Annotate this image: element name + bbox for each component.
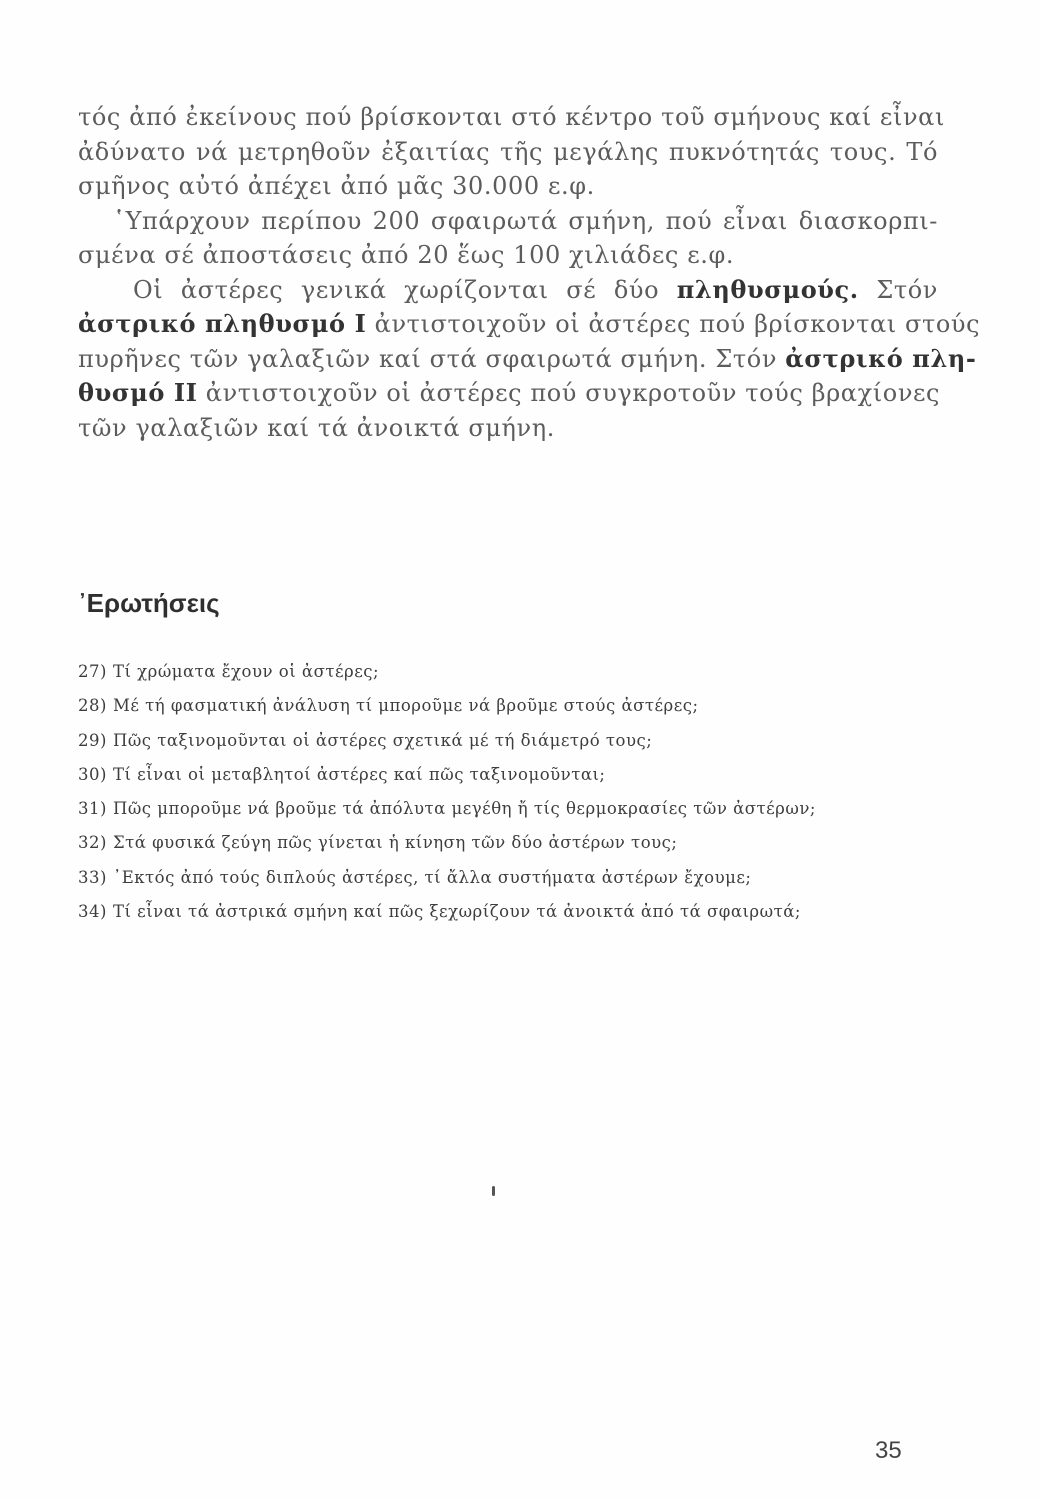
bold-term-population-2-end: θυσμό ΙΙ [78, 378, 198, 407]
text-line: τός ἀπό ἐκείνους πού βρίσκονται στό κέντρο τοῦ σμήνους καί εἶναι [78, 103, 945, 131]
question-number: 29) [78, 730, 107, 750]
text-line: σμένα σέ ἀποστάσεις ἀπό 20 ἕως 100 χιλιάδες ε.φ. [78, 241, 735, 269]
question-item [78, 662, 918, 696]
text-line: ἀδύνατο νά μετρηθοῦν ἐξαιτίας τῆς μεγάλης πυκνότητάς τους. Τό [78, 137, 938, 166]
question-item [78, 868, 918, 902]
question-item [78, 799, 918, 833]
text-segment: ἀντιστοιχοῦν οἱ ἀστέρες πού συγκροτοῦν τούς βραχίονες [197, 379, 941, 407]
text-line: ῾Υπάρχουν περίπου 200 σφαιρωτά σμήνη, πού εἶναι διασκορπι- [113, 206, 938, 235]
bold-term-populations: πληθυσμούς. [676, 274, 859, 304]
section-title: ᾿Ερωτήσεις [78, 588, 220, 618]
question-text: Πῶς μποροῦμε νά βροῦμε τά ἀπόλυτα μεγέθη ἤ τίς θερμοκρασίες τῶν ἀστέρων; [112, 799, 816, 819]
text-line: τῶν γαλαξιῶν καί τά ἀνοικτά σμήνη. [78, 413, 555, 442]
question-number: 27) [78, 662, 107, 681]
text-segment: ἀντιστοιχοῦν οἱ ἀστέρες πού βρίσκονται στούς [366, 310, 981, 338]
question-item [78, 731, 918, 765]
question-number: 28) [78, 696, 107, 716]
question-item [78, 696, 918, 730]
question-text: Στά φυσικά ζεύγη πῶς γίνεται ἡ κίνηση τῶν δύο ἀστέρων τους; [112, 833, 678, 853]
text-line [78, 376, 941, 411]
scan-speck [492, 1186, 495, 1196]
text-line [78, 342, 977, 377]
text-segment: Οἱ ἀστέρες γενικά χωρίζονται σέ δύο [133, 275, 677, 304]
question-item [78, 833, 918, 867]
question-text: Μέ τή φασματική ἀνάλυση τί μποροῦμε νά βροῦμε στούς ἀστέρες; [112, 696, 699, 716]
bold-term-population-2-start: ἀστρικό πλη- [785, 343, 977, 373]
text-segment: πυρῆνες τῶν γαλαξιῶν καί στά σφαιρωτά σμήνη. Στόν [78, 344, 786, 373]
question-number: 31) [78, 799, 107, 819]
body-paragraph [78, 100, 981, 445]
question-item [78, 765, 918, 799]
question-text: Τί εἶναι οἱ μεταβλητοί ἀστέρες καί πῶς ταξινομοῦνται; [112, 764, 606, 784]
question-text: ᾿Εκτός ἀπό τούς διπλούς ἀστέρες, τί ἄλλα συστήματα ἀστέρων ἔχουμε; [112, 867, 752, 887]
page-number: 35 [875, 1437, 902, 1464]
question-number: 34) [78, 902, 107, 922]
question-list [78, 662, 918, 936]
question-number: 33) [78, 867, 107, 887]
question-number: 32) [78, 833, 107, 853]
question-item [78, 902, 918, 936]
text-line [78, 273, 938, 308]
question-text: Τί χρώματα ἔχουν οἱ ἀστέρες; [112, 662, 380, 681]
text-segment: Στόν [858, 275, 939, 304]
text-line [78, 307, 981, 342]
text-line: σμῆνος αὐτό ἀπέχει ἀπό μᾶς 30.000 ε.φ. [78, 172, 595, 200]
question-text: Πῶς ταξινομοῦνται οἱ ἀστέρες σχετικά μέ τή διάμετρό τους; [112, 730, 653, 750]
bold-term-population-1: ἀστρικό πληθυσμό Ι [78, 309, 367, 338]
question-text: Τί εἶναι τά ἀστρικά σμήνη καί πῶς ξεχωρίζουν τά ἀνοικτά ἀπό τά σφαιρωτά; [112, 902, 801, 922]
question-number: 30) [78, 764, 107, 784]
